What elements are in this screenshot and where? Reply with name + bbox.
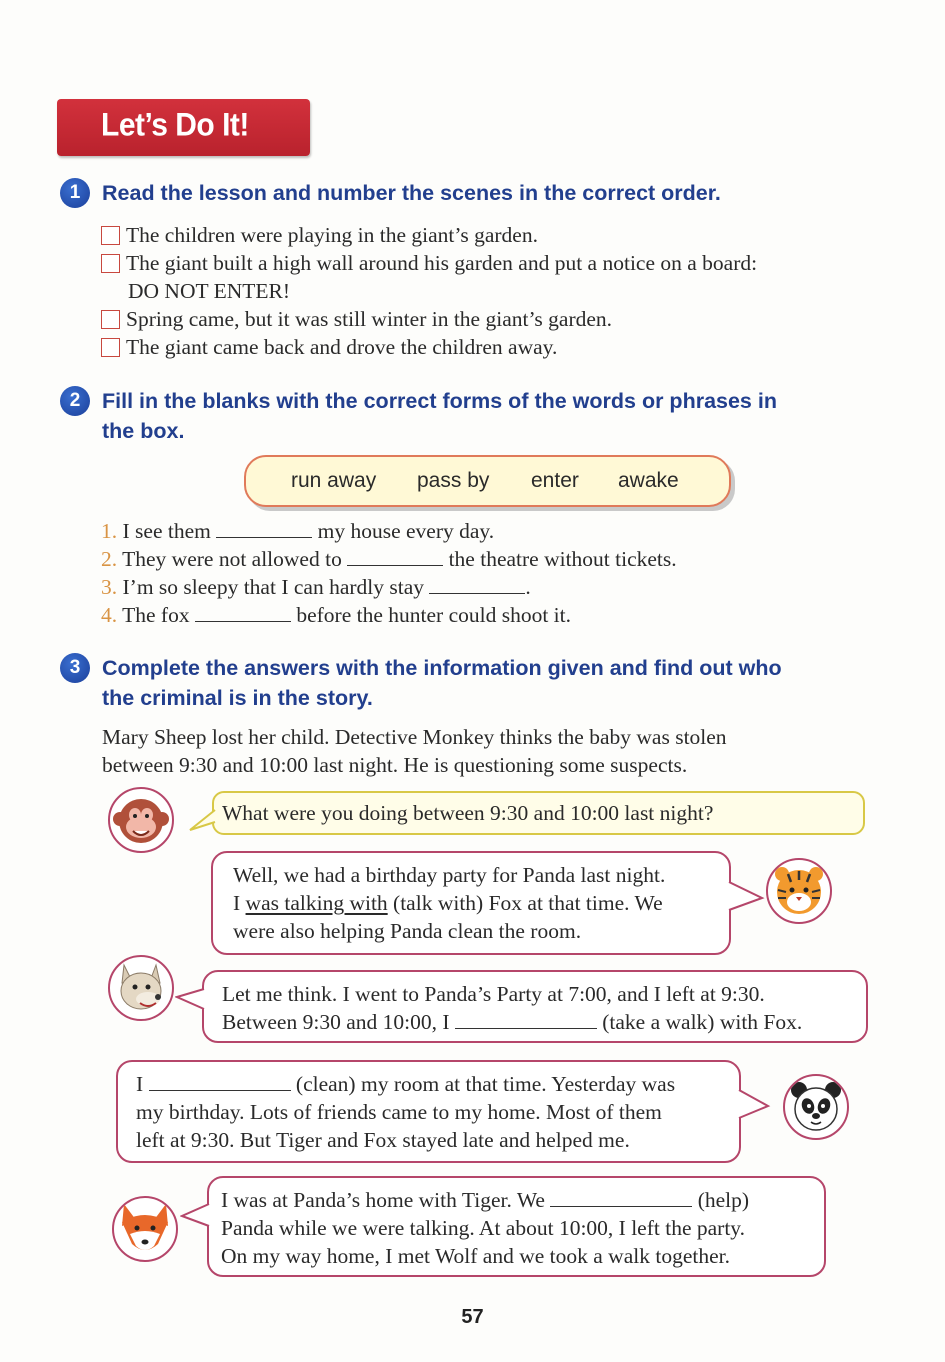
wolf-icon [110,957,172,1019]
scene-item-4: The giant came back and drove the children away. [101,333,557,361]
section-2-heading-line2: the box. [102,419,185,443]
section-2-number: 2 [60,386,90,416]
order-checkbox-1[interactable] [101,226,120,245]
blank-sentence-1: 1. I see them my house every day. [101,519,495,543]
word-box [244,455,731,507]
order-checkbox-2[interactable] [101,254,120,273]
blank-2[interactable] [347,547,443,566]
fox-icon [114,1198,176,1260]
story-intro-line2: between 9:30 and 10:00 last night. He is questioning some suspects. [102,753,688,777]
panda-avatar [783,1074,849,1140]
monkey-avatar [108,787,174,853]
example-answer: was talking with [245,891,388,915]
section-1-number: 1 [60,178,90,208]
section-2-heading-line1: Fill in the blanks with the correct forms of the words or phrases in [102,389,777,413]
wolf-blank[interactable] [455,1010,597,1029]
scene-item-2-continued: DO NOT ENTER! [128,279,291,303]
section-3-heading-line1: Complete the answers with the information given and find out who [102,656,782,680]
order-checkbox-3[interactable] [101,310,120,329]
blank-sentence-3: 3. I’m so sleepy that I can hardly stay . [101,575,531,599]
page-number: 57 [461,1306,484,1328]
section-3-number: 3 [60,653,90,683]
detective-question-bubble [212,791,865,835]
banner-title: Let’s Do It! [101,107,249,144]
blank-sentence-2: 2. They were not allowed to the theatre without tickets. [101,547,677,571]
tiger-answer-bubble: Well, we had a birthday party for Panda last night. I was talking with (talk with) Fox at that time. We were also helping Panda clean the room. [211,851,731,955]
monkey-icon [110,789,172,851]
fox-blank[interactable] [550,1188,692,1207]
panda-icon [785,1076,847,1138]
blank-3[interactable] [429,575,525,594]
detective-question: What were you doing between 9:30 and 10:00 last night? [222,801,714,825]
tiger-icon [768,860,830,922]
wolf-answer-bubble: Let me think. I went to Panda’s Party at 7:00, and I left at 9:30. Between 9:30 and 10:00, I (take a walk) with Fox. [202,970,868,1043]
fox-bubble-tail [180,1200,210,1230]
word-enter: enter [531,469,579,492]
scene-item-2: The giant built a high wall around his garden and put a notice on a board: [101,249,757,277]
tiger-avatar [766,858,832,924]
story-intro-line1: Mary Sheep lost her child. Detective Monkey thinks the baby was stolen [102,725,727,749]
fox-avatar [112,1196,178,1262]
wolf-avatar [108,955,174,1021]
section-1-heading: Read the lesson and number the scenes in the correct order. [102,181,721,205]
blank-1[interactable] [216,519,312,538]
fox-answer-bubble: I was at Panda’s home with Tiger. We (help) Panda while we were talking. At about 10:00, I left the party. On my way home, I met Wolf and we took a walk together. [207,1176,826,1277]
blank-4[interactable] [195,603,291,622]
panda-bubble-tail [738,1088,772,1122]
word-awake: awake [618,469,679,492]
lets-do-it-banner [57,99,310,156]
word-pass-by: pass by [417,469,490,492]
section-3-heading-line2: the criminal is in the story. [102,686,373,710]
panda-blank[interactable] [149,1072,291,1091]
word-run-away: run away [291,469,377,492]
question-bubble-tail [188,808,216,834]
wolf-bubble-tail [175,985,205,1015]
blank-sentence-4: 4. The fox before the hunter could shoot it. [101,603,571,627]
panda-answer-bubble: I (clean) my room at that time. Yesterday was my birthday. Lots of friends came to my home. Most of them left at 9:30. But Tiger and Fox stayed late and helped me. [116,1060,741,1163]
order-checkbox-4[interactable] [101,338,120,357]
tiger-bubble-tail [728,880,766,914]
scene-item-3: Spring came, but it was still winter in the giant’s garden. [101,305,612,333]
scene-item-1: The children were playing in the giant’s garden. [101,221,538,249]
